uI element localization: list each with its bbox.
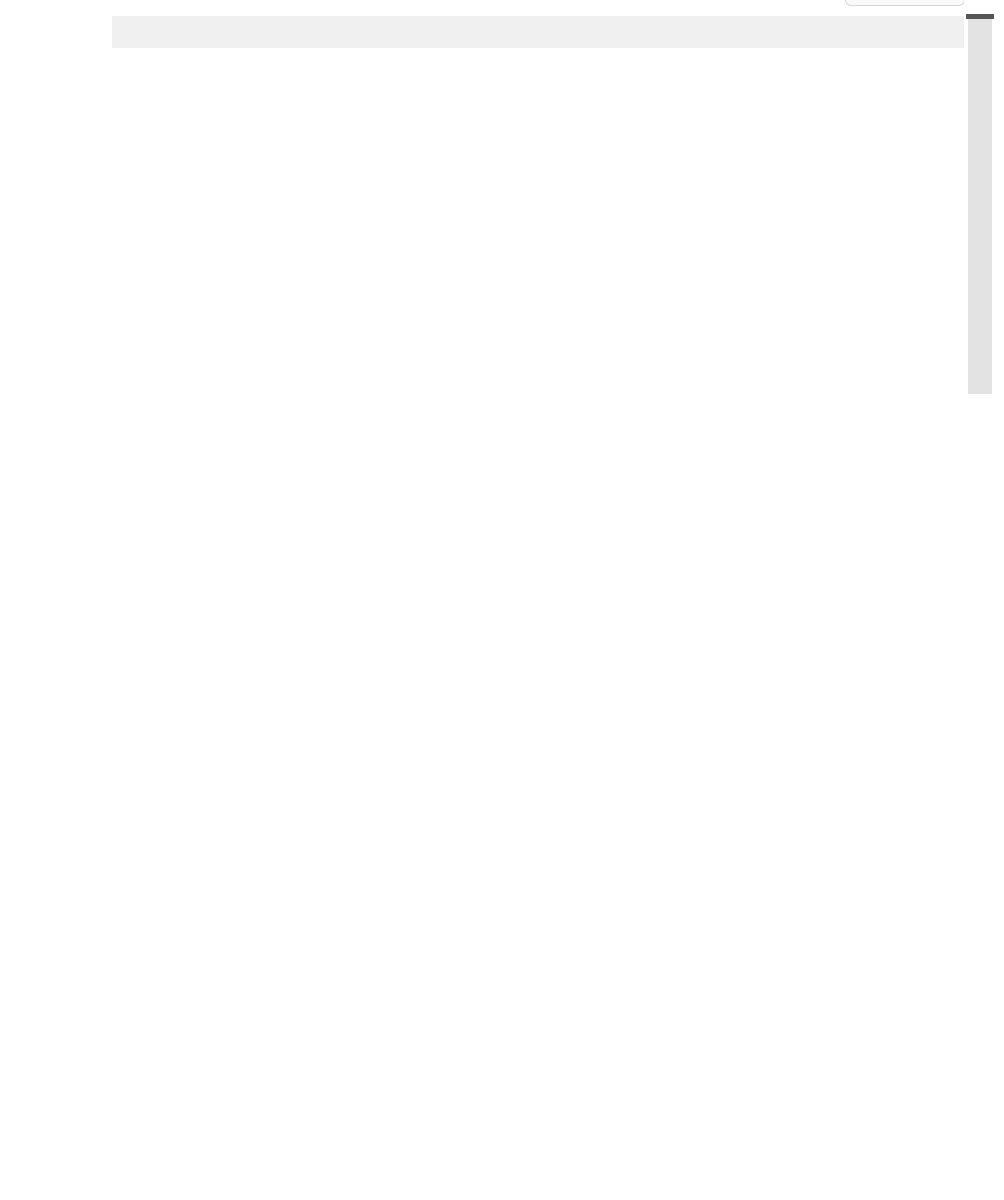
current-line-highlight — [112, 16, 964, 48]
scrollbar-position-marker — [966, 14, 994, 19]
bottom-edge — [0, 1190, 1004, 1200]
scrollbar-thumb[interactable] — [968, 14, 992, 394]
toolbar-tab[interactable] — [845, 0, 965, 6]
